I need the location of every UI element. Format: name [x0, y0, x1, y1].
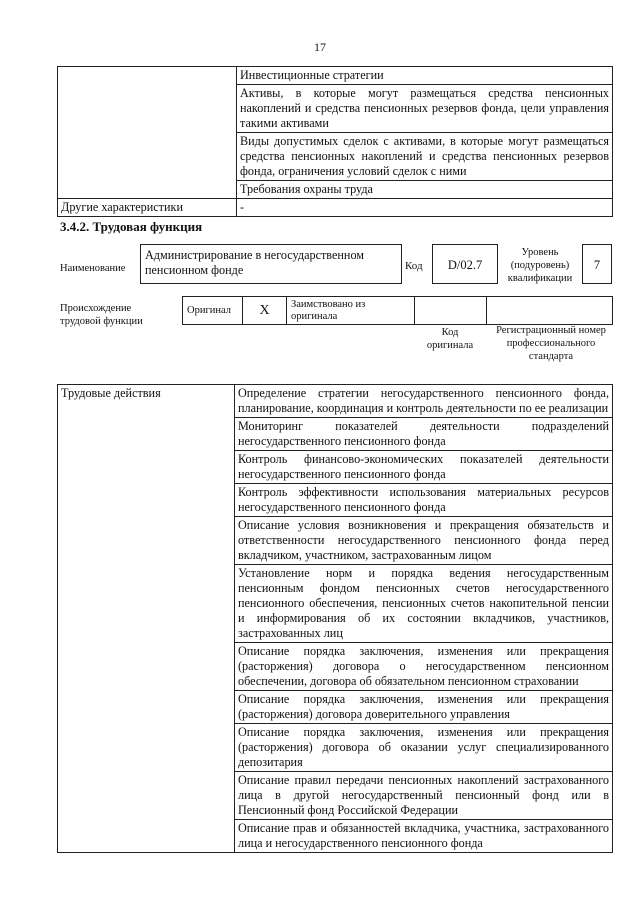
table-cell-empty — [58, 67, 237, 199]
origin-reg-cell — [487, 297, 613, 325]
table-cell: Активы, в которые могут размещаться средства пенсионных накоплений и средства пенсионных резервов фонда, цели управления такими активами — [237, 85, 613, 133]
characteristics-table — [57, 66, 613, 217]
table-row — [58, 67, 613, 85]
table-cell: Инвестиционные стратегии — [237, 67, 613, 85]
origin-original-label: Оригинал — [183, 297, 243, 325]
table-cell: Описание прав и обязанностей вкладчика, участника, застрахованного лица и негосударственного пенсионного фонда — [235, 820, 613, 853]
origin-reg-label: Регистрационный номер профессионального стандарта — [496, 325, 606, 362]
name-value: Администрирование в негосударственном пенсионном фонде — [140, 244, 402, 284]
table-row — [58, 385, 613, 418]
other-characteristics-value: - — [237, 199, 613, 217]
table-cell: Требования охраны труда — [237, 181, 613, 199]
table-cell: Описание порядка заключения, изменения или прекращения (расторжения) договора доверительного управления — [235, 691, 613, 724]
table-cell: Контроль финансово-экономических показателей деятельности негосударственного пенсионного фонда — [235, 451, 613, 484]
table-cell: Описание правил передачи пенсионных накоплений застрахованного лица в другой негосударственный пенсионный фонд или в Пенсионный фонд Российской Федерации — [235, 772, 613, 820]
level-value: 7 — [582, 244, 612, 284]
origin-table — [182, 296, 613, 325]
labor-actions-label: Трудовые действия — [58, 385, 235, 853]
table-cell: Описание условия возникновения и прекращения обязательств и ответственности негосударственного пенсионного фонда перед вкладчиком, участником, застрахованным лицом — [235, 517, 613, 565]
table-cell: Определение стратегии негосударственного пенсионного фонда, планирование, координация и контроль деятельности по ее реализации — [235, 385, 613, 418]
table-cell: Контроль эффективности использования материальных ресурсов негосударственного пенсионного фонда — [235, 484, 613, 517]
table-row — [58, 199, 613, 217]
section-title: 3.4.2. Трудовая функция — [60, 219, 203, 234]
labor-actions-table — [57, 384, 613, 853]
table-row — [183, 297, 613, 325]
other-characteristics-label: Другие характеристики — [58, 199, 237, 217]
table-cell: Виды допустимых сделок с активами, в которые могут размещаться средства пенсионных накоплений и средства пенсионных резервов фонда, ограничения условий сделок с ними — [237, 133, 613, 181]
table-cell: Описание порядка заключения, изменения или прекращения (расторжения) договора о негосударственном пенсионном обеспечении, договора об обязательном пенсионном страховании — [235, 643, 613, 691]
origin-code-label: Код оригинала — [426, 327, 474, 351]
table-cell: Описание порядка заключения, изменения или прекращения (расторжения) договора об оказании услуг специализированного депозитария — [235, 724, 613, 772]
table-cell: Мониторинг показателей деятельности подразделений негосударственного пенсионного фонда — [235, 418, 613, 451]
origin-borrowed-label: Заимствовано из оригинала — [287, 297, 415, 325]
origin-label: Происхождение трудовой функции — [60, 303, 143, 327]
table-cell: Установление норм и порядка ведения негосударственным пенсионным фондом пенсионных счетов негосударственного пенсионного обеспечения, пенсионных счетов накопительной пенсии и информирования об их состоянии вкладчиков, участников, застрахованных лиц — [235, 565, 613, 643]
name-label: Наименование — [60, 263, 126, 274]
origin-code-cell — [415, 297, 487, 325]
code-value: D/02.7 — [432, 244, 498, 284]
origin-mark: X — [243, 297, 287, 325]
code-label: Код — [405, 260, 423, 272]
level-label: Уровень (подуровень) квалификации — [507, 247, 573, 284]
page-number: 17 — [314, 40, 326, 54]
